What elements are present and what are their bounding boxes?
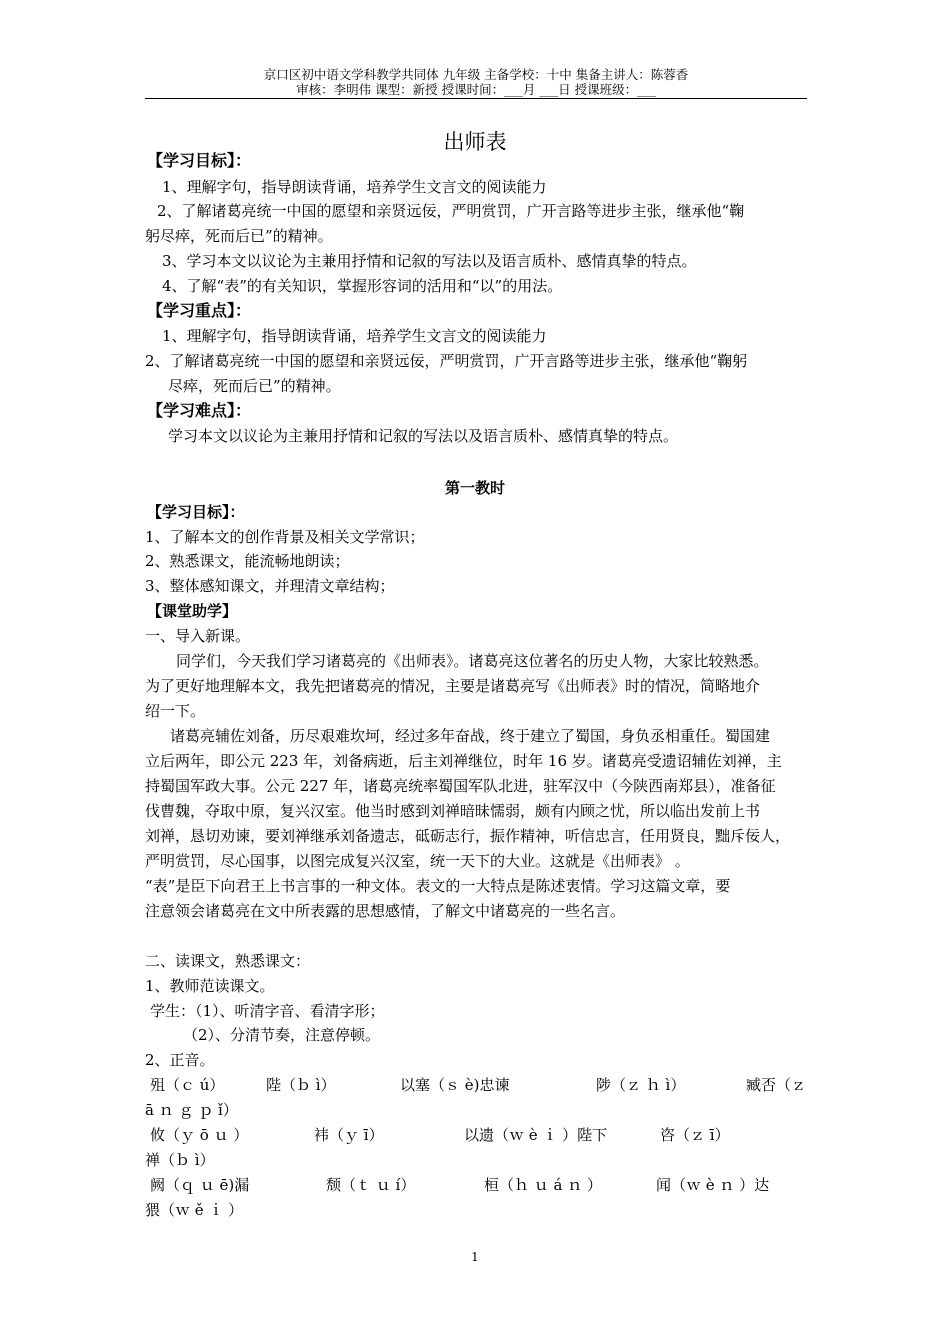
lesson-goal-1: 1、了解本文的创作背景及相关文学常识； <box>145 528 425 546</box>
class-help-heading: 【课堂助学】 <box>147 602 238 620</box>
intro-paragraph-2-line-1: 诸葛亮辅佐刘备，历尽艰难坎坷，经过多年奋战，终于建立了蜀国，身负丞相重任。蜀国建 <box>170 727 771 745</box>
intro-paragraph-1-line-1: 同学们，今天我们学习诸葛亮的《出师表》。诸葛亮这位著名的历史人物，大家比较熟悉。 <box>176 652 769 670</box>
key-point-item-1: 1、理解字句，指导朗读背诵，培养学生文言文的阅读能力 <box>162 327 547 345</box>
pronunciation-item: 殂（ｃ ú） <box>150 1076 225 1094</box>
intro-paragraph-2-line-3: 持蜀国军政大事。公元 227 年，诸葛亮统率蜀国军队北进，驻军汉中（今陕西南郑县），准备征 <box>145 777 776 795</box>
key-points-heading: 【学习重点】： <box>147 301 252 320</box>
page-number: 1 <box>471 1250 479 1264</box>
lesson-goal-3: 3、整体感知课文，并理清文章结构； <box>145 577 395 595</box>
header-line-2: 审核：李明伟 课型：新授 授课时间：___月 ___日 授课班级：___ <box>296 82 656 97</box>
lesson-goals-heading: 【学习目标】： <box>147 503 245 521</box>
pronunciation-item: 以塞（ｓ è)忠谏 <box>400 1076 510 1094</box>
pronunciation-item: 阙（ｑ ｕ ē)漏 <box>150 1176 250 1194</box>
key-point-item-2-line-2: 尽瘁，死而后已”的精神。 <box>168 377 341 395</box>
key-point-item-2-line-1: 2、了解诸葛亮统一中国的愿望和亲贤远佞，严明赏罚，广开言路等进步主张，继承他“鞠躬 <box>145 352 748 370</box>
pronunciation-item: 闻（ｗ è ｎ ）达 <box>656 1176 770 1194</box>
reading-step-2: 2、正音。 <box>145 1051 215 1069</box>
difficulties-heading: 【学习难点】： <box>147 401 252 420</box>
intro-paragraph-2-line-2: 立后两年，即公元 223 年，刘备病逝，后主刘禅继位，时年 16 岁。诸葛亮受遗诏辅佐刘禅，主 <box>145 752 782 770</box>
page-title: 出师表 <box>443 130 507 154</box>
reading-step-1-a: 学生：（1）、听清字音、看清字形； <box>150 1002 385 1020</box>
pronunciation-item-continued: ā ｎ ｇ ｐ ǐ） <box>145 1101 238 1119</box>
intro-paragraph-2-line-6: 严明赏罚，尽心国事，以图完成复兴汉室，统一天下的大业。这就是《出师表》 。 <box>145 852 690 870</box>
intro-paragraph-2-line-5: 刘禅，恳切劝谏，要刘禅继承刘备遗志，砥砺志行，振作精神，听信忠言，任用贤良，黜斥佞人， <box>145 827 791 845</box>
pronunciation-item: 袆（ｙ ī） <box>314 1126 384 1144</box>
header-line-1: 京口区初中语文学科教学共同体 九年级 主备学校：十中 集备主讲人：陈蓉香 <box>263 67 689 82</box>
pronunciation-item: 猥（ｗ ě ｉ ） <box>145 1201 244 1219</box>
lesson-title: 第一教时 <box>444 479 505 497</box>
header-divider <box>145 98 807 99</box>
pronunciation-item: 颓（ｔ ｕ í） <box>326 1176 416 1194</box>
reading-step-1-b: （2）、分清节奏，注意停顿。 <box>183 1026 381 1044</box>
intro-paragraph-1-line-3: 绍一下。 <box>145 702 206 720</box>
difficulty-item-1: 学习本文以议论为主兼用抒情和记叙的写法以及语言质朴、感情真挚的特点。 <box>168 427 679 445</box>
goal-item-3: 3、学习本文以议论为主兼用抒情和记叙的写法以及语言质朴、感情真挚的特点。 <box>162 252 697 270</box>
pronunciation-item: 臧否（ｚ <box>746 1076 807 1094</box>
intro-paragraph-1-line-2: 为了更好地理解本文，我先把诸葛亮的情况，主要是诸葛亮写《出师表》时的情况，简略地介 <box>145 677 761 695</box>
part-1-title: 一、导入新课。 <box>145 627 251 645</box>
pronunciation-item: 陛（ｂ ì） <box>266 1076 336 1094</box>
goals-heading: 【学习目标】： <box>147 151 252 170</box>
lesson-goal-2: 2、熟悉课文，能流畅地朗读； <box>145 552 350 570</box>
pronunciation-item: 陟（ｚ ｈ ì） <box>596 1076 686 1094</box>
intro-paragraph-3-line-2: 注意领会诸葛亮在文中所表露的思想感情，了解文中诸葛亮的一些名言。 <box>145 902 626 920</box>
reading-step-1: 1、教师范读课文。 <box>145 977 275 995</box>
pronunciation-item: 攸（ｙ ō ｕ ） <box>150 1126 249 1144</box>
goal-item-1: 1、理解字句，指导朗读背诵，培养学生文言文的阅读能力 <box>162 178 547 196</box>
pronunciation-item: 禅（ｂ ì） <box>145 1151 215 1169</box>
part-2-title: 二、读课文，熟悉课文： <box>145 952 311 970</box>
pronunciation-item: 以遗（ｗ è ｉ ）陛下 <box>464 1126 608 1144</box>
goal-item-2-line-2: 躬尽瘁，死而后已”的精神。 <box>145 227 333 245</box>
intro-paragraph-3-line-1: “表”是臣下向君王上书言事的一种文体。表文的一大特点是陈述衷情。学习这篇文章，要 <box>145 877 731 895</box>
goal-item-4: 4、了解“表”的有关知识，掌握形容词的活用和“以”的用法。 <box>162 277 563 295</box>
goal-item-2-line-1: 2、了解诸葛亮统一中国的愿望和亲贤远佞，严明赏罚，广开言路等进步主张，继承他“鞠 <box>157 202 745 220</box>
pronunciation-item: 咨（ｚ ī） <box>660 1126 730 1144</box>
pronunciation-item: 桓（ｈ ｕ á ｎ ） <box>484 1176 603 1194</box>
intro-paragraph-2-line-4: 伐曹魏，夺取中原，复兴汉室。他当时感到刘禅暗昧懦弱，颇有内顾之忧，所以临出发前上书 <box>145 802 761 820</box>
